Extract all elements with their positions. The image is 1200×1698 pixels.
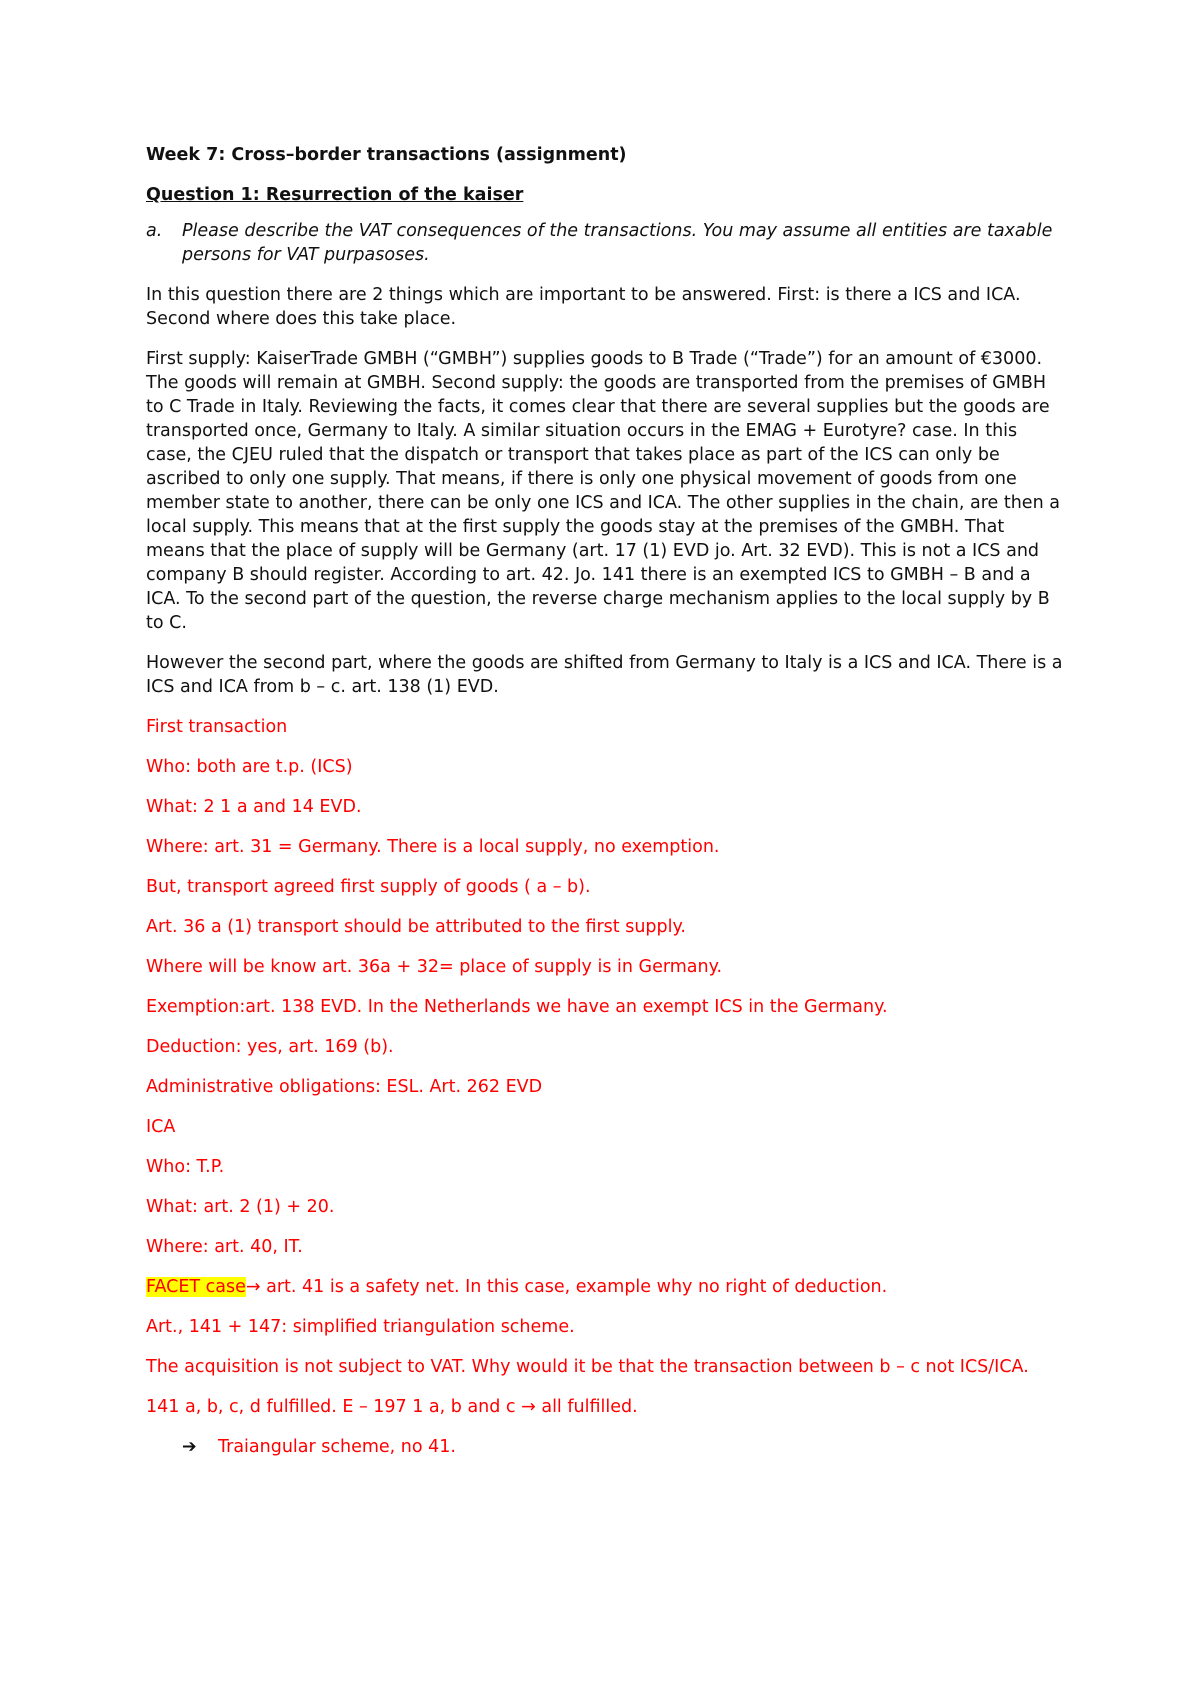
question-heading: Question 1: Resurrection of the kaiser	[146, 185, 524, 205]
annotation-line: Exemption:art. 138 EVD. In the Netherlands we have an exempt ICS in the Germany.	[146, 997, 888, 1017]
answer-paragraph-second-part: However the second part, where the goods are shifted from Germany to Italy is a ICS and ICA. There is a ICS and ICA from b – c. art. 138 (1) EVD.	[146, 653, 1063, 697]
annotation-line: Art., 141 + 147: simplified triangulation scheme.	[146, 1317, 575, 1337]
arrow-bullet-item	[182, 1435, 1066, 1459]
annotation-line: What: art. 2 (1) + 20.	[146, 1197, 335, 1217]
answer-paragraph-first-supply: First supply: KaiserTrade GMBH (“GMBH”) supplies goods to B Trade (“Trade”) for an amount of €3000. The goods will remain at GMBH. Second supply: the goods are transported from the premises of GMBH to C Trade in Italy. Reviewing the facts, it comes clear that there are several supplies but the goods are transported once, Germany to Italy. A similar situation occurs in the EMAG + Eurotyre? case. In this case, the CJEU ruled that the dispatch or transport that takes place as part of the ICS can only be ascribed to only one supply. That means, if there is only one physical movement of goods from one member state to another, there can be only one ICS and ICA. The other supplies in the chain, are then a local supply. This means that at the first supply the goods stay at the premises of the GMBH. That means that the place of supply will be Germany (art. 17 (1) EVD jo. Art. 32 EVD). This is not a ICS and company B should register. According to art. 42. Jo. 141 there is an exempted ICS to GMBH – B and a ICA. To the second part of the question, the reverse charge mechanism applies to the local supply by B to C.	[146, 349, 1060, 633]
annotation-line: The acquisition is not subject to VAT. Why would it be that the transaction between b – c not ICS/ICA.	[146, 1357, 1029, 1377]
annotation-line: Who: T.P.	[146, 1157, 225, 1177]
document-title: Week 7: Cross–border transactions (assignment)	[146, 145, 627, 165]
annotation-line: Administrative obligations: ESL. Art. 262 EVD	[146, 1077, 543, 1097]
arrow-bullet-text: Traiangular scheme, no 41.	[218, 1437, 456, 1457]
annotation-line: Where will be know art. 36a + 32= place of supply is in Germany.	[146, 957, 723, 977]
document-page	[146, 143, 1066, 1459]
annotation-line: Who: both are t.p. (ICS)	[146, 757, 353, 777]
facet-rest-text: → art. 41 is a safety net. In this case, example why no right of deduction.	[245, 1277, 888, 1297]
facet-annotation-line	[146, 1275, 1066, 1299]
annotation-line: First transaction	[146, 717, 288, 737]
list-marker: a.	[146, 221, 163, 241]
annotation-line: But, transport agreed first supply of goods ( a – b).	[146, 877, 591, 897]
annotation-line: Where: art. 31 = Germany. There is a local supply, no exemption.	[146, 837, 720, 857]
annotation-line: What: 2 1 a and 14 EVD.	[146, 797, 362, 817]
annotation-line: 141 a, b, c, d fulfilled. E – 197 1 a, b and c → all fulfilled.	[146, 1397, 638, 1417]
question-a	[146, 219, 1066, 267]
annotation-line: ICA	[146, 1117, 176, 1137]
question-a-text: Please describe the VAT consequences of the transactions. You may assume all entities are taxable persons for VAT purpasoses.	[182, 221, 1053, 265]
answer-paragraph-intro: In this question there are 2 things which are important to be answered. First: is there a ICS and ICA. Second where does this take place.	[146, 285, 1021, 329]
annotation-line: Art. 36 a (1) transport should be attributed to the first supply.	[146, 917, 686, 937]
arrow-right-icon: ➔	[182, 1437, 197, 1457]
annotation-line: Deduction: yes, art. 169 (b).	[146, 1037, 394, 1057]
highlighted-text: FACET case	[146, 1277, 246, 1297]
annotation-line: Where: art. 40, IT.	[146, 1237, 303, 1257]
